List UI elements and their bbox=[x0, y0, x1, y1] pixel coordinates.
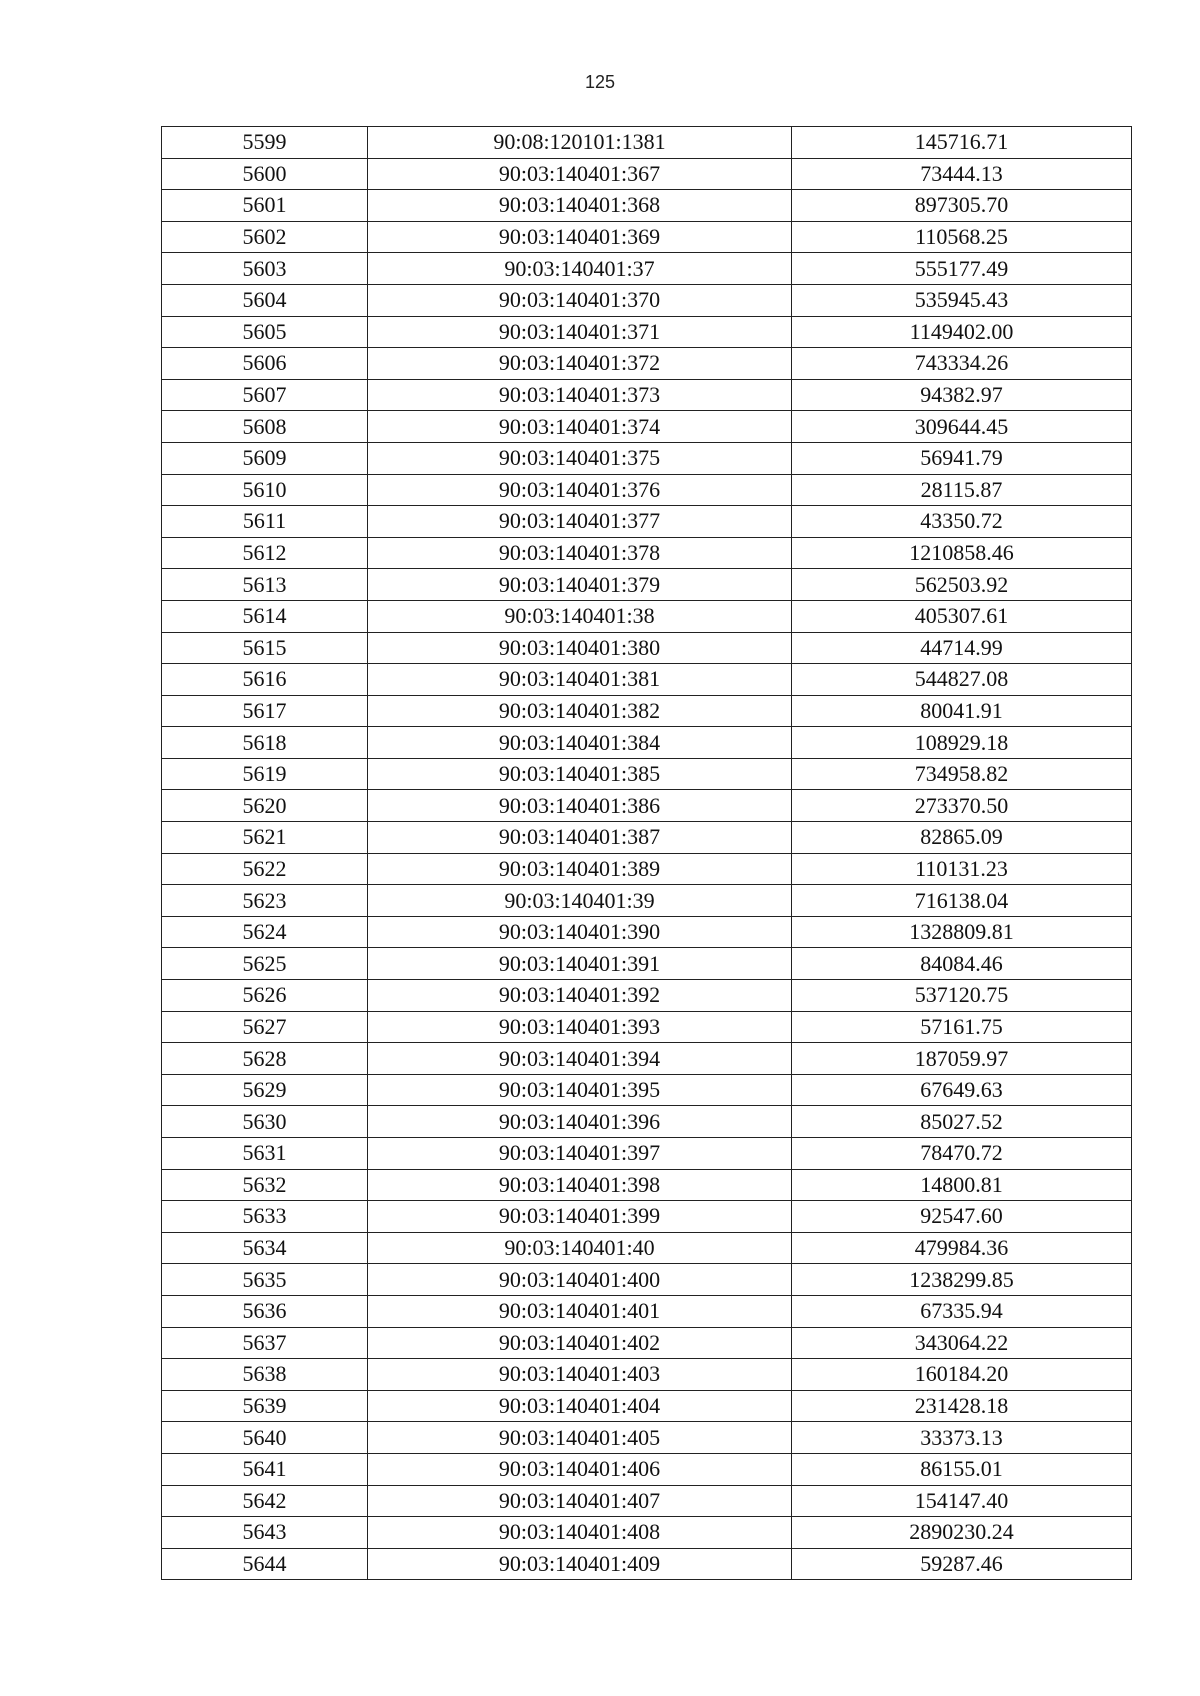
value-cell: 44714.99 bbox=[792, 632, 1132, 664]
row-number-cell: 5641 bbox=[162, 1453, 368, 1485]
value-cell: 187059.97 bbox=[792, 1043, 1132, 1075]
row-number-cell: 5642 bbox=[162, 1485, 368, 1517]
table-row bbox=[162, 284, 1132, 316]
row-number-cell: 5609 bbox=[162, 442, 368, 474]
cadastral-number-cell: 90:03:140401:404 bbox=[368, 1390, 792, 1422]
table-row bbox=[162, 1485, 1132, 1517]
value-cell: 734958.82 bbox=[792, 758, 1132, 790]
row-number-cell: 5623 bbox=[162, 885, 368, 917]
table-row bbox=[162, 1074, 1132, 1106]
row-number-cell: 5600 bbox=[162, 158, 368, 190]
row-number-cell: 5602 bbox=[162, 221, 368, 253]
row-number-cell: 5612 bbox=[162, 537, 368, 569]
value-cell: 14800.81 bbox=[792, 1169, 1132, 1201]
table-row bbox=[162, 790, 1132, 822]
cadastral-number-cell: 90:03:140401:403 bbox=[368, 1359, 792, 1391]
value-cell: 80041.91 bbox=[792, 695, 1132, 727]
value-cell: 154147.40 bbox=[792, 1485, 1132, 1517]
value-cell: 2890230.24 bbox=[792, 1517, 1132, 1549]
table-row bbox=[162, 1043, 1132, 1075]
cadastral-number-cell: 90:03:140401:407 bbox=[368, 1485, 792, 1517]
cadastral-number-cell: 90:03:140401:381 bbox=[368, 664, 792, 696]
row-number-cell: 5632 bbox=[162, 1169, 368, 1201]
value-cell: 73444.13 bbox=[792, 158, 1132, 190]
table-row bbox=[162, 1169, 1132, 1201]
row-number-cell: 5603 bbox=[162, 253, 368, 285]
cadastral-number-cell: 90:03:140401:393 bbox=[368, 1011, 792, 1043]
cadastral-number-cell: 90:03:140401:382 bbox=[368, 695, 792, 727]
table-row bbox=[162, 190, 1132, 222]
value-cell: 145716.71 bbox=[792, 127, 1132, 159]
value-cell: 1328809.81 bbox=[792, 916, 1132, 948]
table-row bbox=[162, 1232, 1132, 1264]
table-row bbox=[162, 1327, 1132, 1359]
row-number-cell: 5625 bbox=[162, 948, 368, 980]
row-number-cell: 5621 bbox=[162, 822, 368, 854]
value-cell: 743334.26 bbox=[792, 348, 1132, 380]
table-row bbox=[162, 221, 1132, 253]
cadastral-number-cell: 90:03:140401:408 bbox=[368, 1517, 792, 1549]
cadastral-number-cell: 90:03:140401:386 bbox=[368, 790, 792, 822]
row-number-cell: 5619 bbox=[162, 758, 368, 790]
value-cell: 555177.49 bbox=[792, 253, 1132, 285]
cadastral-number-cell: 90:03:140401:370 bbox=[368, 284, 792, 316]
cadastral-number-cell: 90:08:120101:1381 bbox=[368, 127, 792, 159]
value-cell: 84084.46 bbox=[792, 948, 1132, 980]
table-row bbox=[162, 158, 1132, 190]
cadastral-number-cell: 90:03:140401:40 bbox=[368, 1232, 792, 1264]
value-cell: 405307.61 bbox=[792, 600, 1132, 632]
row-number-cell: 5617 bbox=[162, 695, 368, 727]
cadastral-value-table bbox=[161, 126, 1132, 1580]
row-number-cell: 5638 bbox=[162, 1359, 368, 1391]
table-row bbox=[162, 1390, 1132, 1422]
table-row bbox=[162, 695, 1132, 727]
table-row bbox=[162, 980, 1132, 1012]
cadastral-number-cell: 90:03:140401:384 bbox=[368, 727, 792, 759]
value-cell: 94382.97 bbox=[792, 379, 1132, 411]
value-cell: 160184.20 bbox=[792, 1359, 1132, 1391]
row-number-cell: 5629 bbox=[162, 1074, 368, 1106]
value-cell: 57161.75 bbox=[792, 1011, 1132, 1043]
row-number-cell: 5611 bbox=[162, 506, 368, 538]
cadastral-number-cell: 90:03:140401:392 bbox=[368, 980, 792, 1012]
table-row bbox=[162, 1138, 1132, 1170]
row-number-cell: 5631 bbox=[162, 1138, 368, 1170]
row-number-cell: 5627 bbox=[162, 1011, 368, 1043]
table-row bbox=[162, 885, 1132, 917]
table-row bbox=[162, 948, 1132, 980]
table-row bbox=[162, 537, 1132, 569]
table-row bbox=[162, 1011, 1132, 1043]
value-cell: 1238299.85 bbox=[792, 1264, 1132, 1296]
table-row bbox=[162, 632, 1132, 664]
cadastral-number-cell: 90:03:140401:385 bbox=[368, 758, 792, 790]
cadastral-number-cell: 90:03:140401:406 bbox=[368, 1453, 792, 1485]
value-cell: 56941.79 bbox=[792, 442, 1132, 474]
table-row bbox=[162, 758, 1132, 790]
value-cell: 544827.08 bbox=[792, 664, 1132, 696]
cadastral-number-cell: 90:03:140401:401 bbox=[368, 1295, 792, 1327]
table-row bbox=[162, 442, 1132, 474]
table-row bbox=[162, 253, 1132, 285]
cadastral-number-cell: 90:03:140401:374 bbox=[368, 411, 792, 443]
value-cell: 1210858.46 bbox=[792, 537, 1132, 569]
cadastral-number-cell: 90:03:140401:396 bbox=[368, 1106, 792, 1138]
value-cell: 67335.94 bbox=[792, 1295, 1132, 1327]
row-number-cell: 5610 bbox=[162, 474, 368, 506]
row-number-cell: 5643 bbox=[162, 1517, 368, 1549]
value-cell: 562503.92 bbox=[792, 569, 1132, 601]
row-number-cell: 5618 bbox=[162, 727, 368, 759]
cadastral-number-cell: 90:03:140401:377 bbox=[368, 506, 792, 538]
cadastral-number-cell: 90:03:140401:376 bbox=[368, 474, 792, 506]
value-cell: 67649.63 bbox=[792, 1074, 1132, 1106]
table-row bbox=[162, 569, 1132, 601]
cadastral-number-cell: 90:03:140401:371 bbox=[368, 316, 792, 348]
row-number-cell: 5608 bbox=[162, 411, 368, 443]
cadastral-number-cell: 90:03:140401:38 bbox=[368, 600, 792, 632]
row-number-cell: 5616 bbox=[162, 664, 368, 696]
row-number-cell: 5644 bbox=[162, 1548, 368, 1580]
row-number-cell: 5622 bbox=[162, 853, 368, 885]
row-number-cell: 5605 bbox=[162, 316, 368, 348]
table-row bbox=[162, 822, 1132, 854]
table-row bbox=[162, 916, 1132, 948]
row-number-cell: 5640 bbox=[162, 1422, 368, 1454]
row-number-cell: 5615 bbox=[162, 632, 368, 664]
table-row bbox=[162, 127, 1132, 159]
table-body bbox=[162, 127, 1132, 1580]
cadastral-number-cell: 90:03:140401:39 bbox=[368, 885, 792, 917]
cadastral-number-cell: 90:03:140401:373 bbox=[368, 379, 792, 411]
cadastral-number-cell: 90:03:140401:391 bbox=[368, 948, 792, 980]
cadastral-number-cell: 90:03:140401:389 bbox=[368, 853, 792, 885]
cadastral-number-cell: 90:03:140401:387 bbox=[368, 822, 792, 854]
row-number-cell: 5599 bbox=[162, 127, 368, 159]
cadastral-number-cell: 90:03:140401:397 bbox=[368, 1138, 792, 1170]
row-number-cell: 5633 bbox=[162, 1201, 368, 1233]
value-cell: 309644.45 bbox=[792, 411, 1132, 443]
row-number-cell: 5606 bbox=[162, 348, 368, 380]
row-number-cell: 5634 bbox=[162, 1232, 368, 1264]
row-number-cell: 5635 bbox=[162, 1264, 368, 1296]
row-number-cell: 5620 bbox=[162, 790, 368, 822]
value-cell: 537120.75 bbox=[792, 980, 1132, 1012]
cadastral-number-cell: 90:03:140401:367 bbox=[368, 158, 792, 190]
value-cell: 343064.22 bbox=[792, 1327, 1132, 1359]
value-cell: 82865.09 bbox=[792, 822, 1132, 854]
table-row bbox=[162, 600, 1132, 632]
cadastral-number-cell: 90:03:140401:378 bbox=[368, 537, 792, 569]
value-cell: 78470.72 bbox=[792, 1138, 1132, 1170]
cadastral-number-cell: 90:03:140401:409 bbox=[368, 1548, 792, 1580]
cadastral-number-cell: 90:03:140401:37 bbox=[368, 253, 792, 285]
table-row bbox=[162, 1548, 1132, 1580]
row-number-cell: 5614 bbox=[162, 600, 368, 632]
table-row bbox=[162, 1359, 1132, 1391]
table-row bbox=[162, 664, 1132, 696]
table-row bbox=[162, 853, 1132, 885]
cadastral-number-cell: 90:03:140401:375 bbox=[368, 442, 792, 474]
table-row bbox=[162, 1422, 1132, 1454]
value-cell: 33373.13 bbox=[792, 1422, 1132, 1454]
value-cell: 108929.18 bbox=[792, 727, 1132, 759]
cadastral-number-cell: 90:03:140401:402 bbox=[368, 1327, 792, 1359]
row-number-cell: 5628 bbox=[162, 1043, 368, 1075]
value-cell: 110568.25 bbox=[792, 221, 1132, 253]
cadastral-number-cell: 90:03:140401:390 bbox=[368, 916, 792, 948]
cadastral-number-cell: 90:03:140401:380 bbox=[368, 632, 792, 664]
value-cell: 273370.50 bbox=[792, 790, 1132, 822]
table-row bbox=[162, 379, 1132, 411]
value-cell: 59287.46 bbox=[792, 1548, 1132, 1580]
value-cell: 28115.87 bbox=[792, 474, 1132, 506]
value-cell: 535945.43 bbox=[792, 284, 1132, 316]
table-row bbox=[162, 474, 1132, 506]
value-cell: 897305.70 bbox=[792, 190, 1132, 222]
row-number-cell: 5604 bbox=[162, 284, 368, 316]
row-number-cell: 5613 bbox=[162, 569, 368, 601]
value-cell: 479984.36 bbox=[792, 1232, 1132, 1264]
value-cell: 43350.72 bbox=[792, 506, 1132, 538]
value-cell: 716138.04 bbox=[792, 885, 1132, 917]
table-row bbox=[162, 727, 1132, 759]
row-number-cell: 5601 bbox=[162, 190, 368, 222]
table-row bbox=[162, 1264, 1132, 1296]
cadastral-number-cell: 90:03:140401:395 bbox=[368, 1074, 792, 1106]
cadastral-number-cell: 90:03:140401:399 bbox=[368, 1201, 792, 1233]
cadastral-number-cell: 90:03:140401:379 bbox=[368, 569, 792, 601]
cadastral-number-cell: 90:03:140401:394 bbox=[368, 1043, 792, 1075]
value-cell: 1149402.00 bbox=[792, 316, 1132, 348]
row-number-cell: 5630 bbox=[162, 1106, 368, 1138]
table-row bbox=[162, 348, 1132, 380]
row-number-cell: 5626 bbox=[162, 980, 368, 1012]
table-row bbox=[162, 506, 1132, 538]
value-cell: 86155.01 bbox=[792, 1453, 1132, 1485]
table-row bbox=[162, 316, 1132, 348]
cadastral-number-cell: 90:03:140401:398 bbox=[368, 1169, 792, 1201]
row-number-cell: 5637 bbox=[162, 1327, 368, 1359]
cadastral-number-cell: 90:03:140401:400 bbox=[368, 1264, 792, 1296]
table-row bbox=[162, 1517, 1132, 1549]
cadastral-number-cell: 90:03:140401:369 bbox=[368, 221, 792, 253]
value-cell: 110131.23 bbox=[792, 853, 1132, 885]
cadastral-number-cell: 90:03:140401:368 bbox=[368, 190, 792, 222]
page-number: 125 bbox=[584, 72, 616, 92]
value-cell: 85027.52 bbox=[792, 1106, 1132, 1138]
table-row bbox=[162, 1201, 1132, 1233]
table-row bbox=[162, 411, 1132, 443]
row-number-cell: 5636 bbox=[162, 1295, 368, 1327]
value-cell: 231428.18 bbox=[792, 1390, 1132, 1422]
table-row bbox=[162, 1453, 1132, 1485]
row-number-cell: 5639 bbox=[162, 1390, 368, 1422]
table-row bbox=[162, 1106, 1132, 1138]
row-number-cell: 5607 bbox=[162, 379, 368, 411]
table-row bbox=[162, 1295, 1132, 1327]
row-number-cell: 5624 bbox=[162, 916, 368, 948]
cadastral-number-cell: 90:03:140401:372 bbox=[368, 348, 792, 380]
value-cell: 92547.60 bbox=[792, 1201, 1132, 1233]
cadastral-number-cell: 90:03:140401:405 bbox=[368, 1422, 792, 1454]
